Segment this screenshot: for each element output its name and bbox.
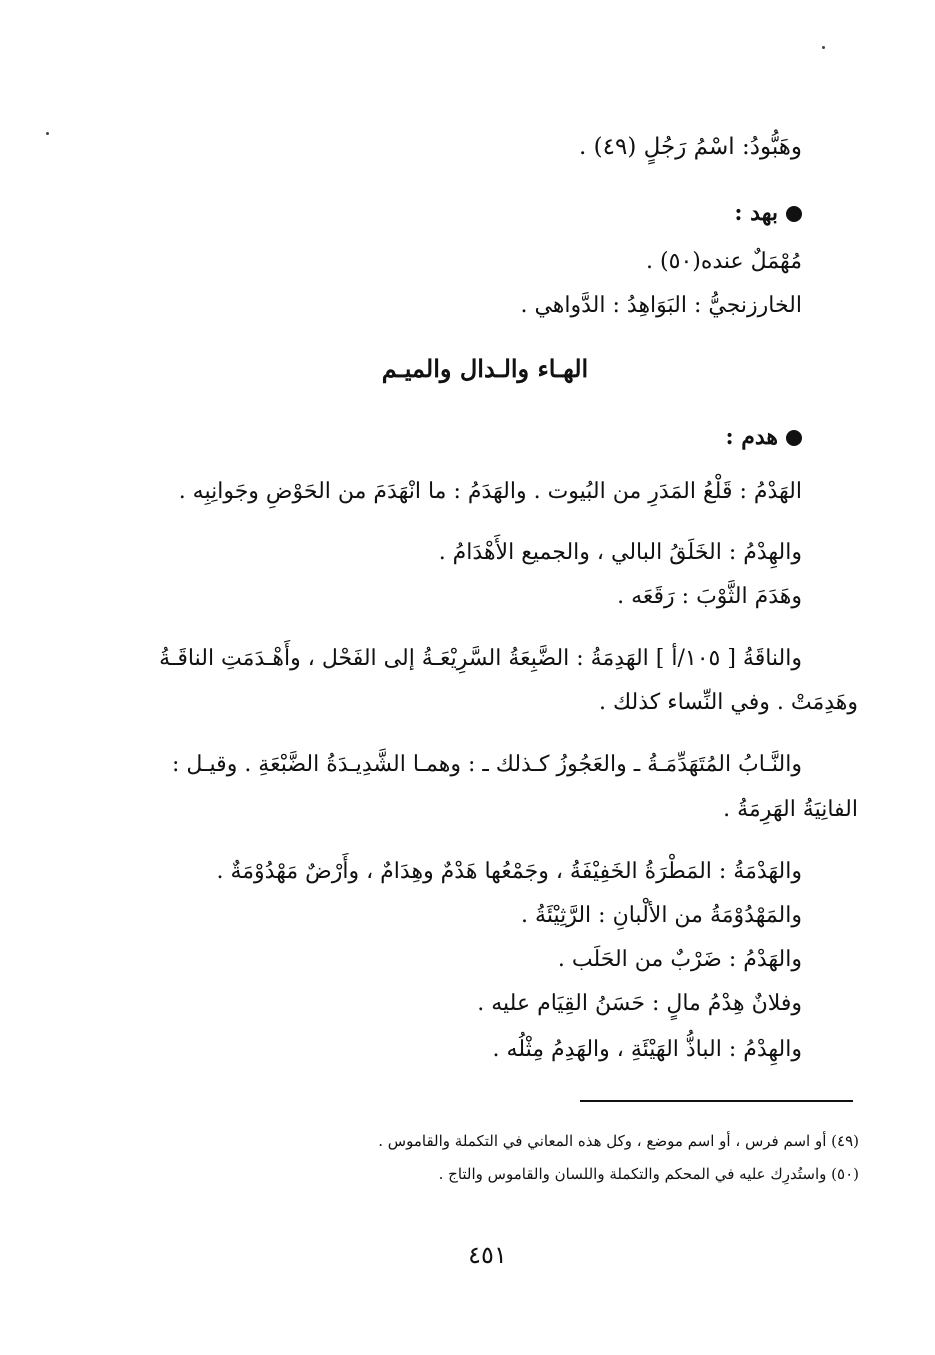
entry-line: مُهْمَلٌ عنده(٥٠) . — [646, 249, 802, 274]
entry-line: وفلانٌ هِدْمُ مالٍ : حَسَنُ القِيَام عليه . — [477, 991, 802, 1016]
scan-speck — [46, 132, 49, 135]
entry-line: الخارزنجيُّ : البَوَاهِدُ : الدَّواهي . — [520, 293, 802, 318]
entry-line: والهَدْمُ : ضَرْبٌ من الحَلَب . — [557, 947, 802, 972]
footnote-49: (٤٩) أو اسم فرس ، أو اسم موضع ، وكل هذه المعاني في التكملة والقاموس . — [378, 1132, 859, 1150]
section-title: الهـاء والـدال والميـم — [381, 354, 589, 383]
entry-line: والهِدْمُ : الخَلَقُ البالي ، والجميع الأَهْدَامُ . — [438, 540, 802, 565]
entry-line: والهَدْمَةُ : المَطْرَةُ الخَفِيْفَةُ ، وجَمْعُها هَدْمٌ وهِدَامٌ ، وأَرْضٌ مَهْدُوْمَةٌ . — [216, 859, 802, 884]
page-number: ٤٥١ — [468, 1241, 507, 1269]
entry-line: والمَهْدُوْمَةُ من الألْبانِ : الرَّثِيْئَةُ . — [521, 903, 802, 928]
scan-speck — [822, 46, 825, 49]
entry-line: والنَّـابُ المُتَهَدِّمَـةُ ـ والعَجُوزُ كـذلك ـ : وهمـا الشَّدِيـدَةُ الضَّبْعَةِ . وقيـل : — [172, 752, 802, 777]
entry-line: وهَدَمَ الثَّوْبَ : رَقَعَه . — [617, 584, 802, 609]
entry-heading-hdm: هدم : — [725, 422, 802, 452]
entry-line: الهَدْمُ : قَلْعُ المَدَرِ من البُيوت . والهَدَمُ : ما انْهَدَمَ من الحَوْضِ وجَوانِبِه . — [178, 479, 802, 504]
entry-line: الفانِيَةُ الهَرِمَةُ . — [723, 797, 858, 822]
entry-line: وهَبُّودُ: اسْمُ رَجُلٍ (٤٩) . — [579, 134, 802, 160]
footnote-50: (٥٠) واستُدرِك عليه في المحكم والتكملة واللسان والقاموس والتاج . — [438, 1165, 859, 1183]
entry-line: والناقَةُ [ ١٠٥/أ ] الهَدِمَةُ : الضَّبِعَةُ السَّرِيْعَـةُ إلى الفَحْل ، وأَهْـدَمَتِ الناقَـةُ — [159, 646, 802, 671]
footnote-separator — [580, 1100, 853, 1102]
entry-line: وهَدِمَتْ . وفي النِّساء كذلك . — [599, 690, 858, 715]
entry-line: والهِدْمُ : الباذُّ الهَيْئَةِ ، والهَدِمُ مِثْلُه . — [492, 1037, 802, 1062]
entry-heading-bhd: بهد : — [734, 198, 802, 228]
